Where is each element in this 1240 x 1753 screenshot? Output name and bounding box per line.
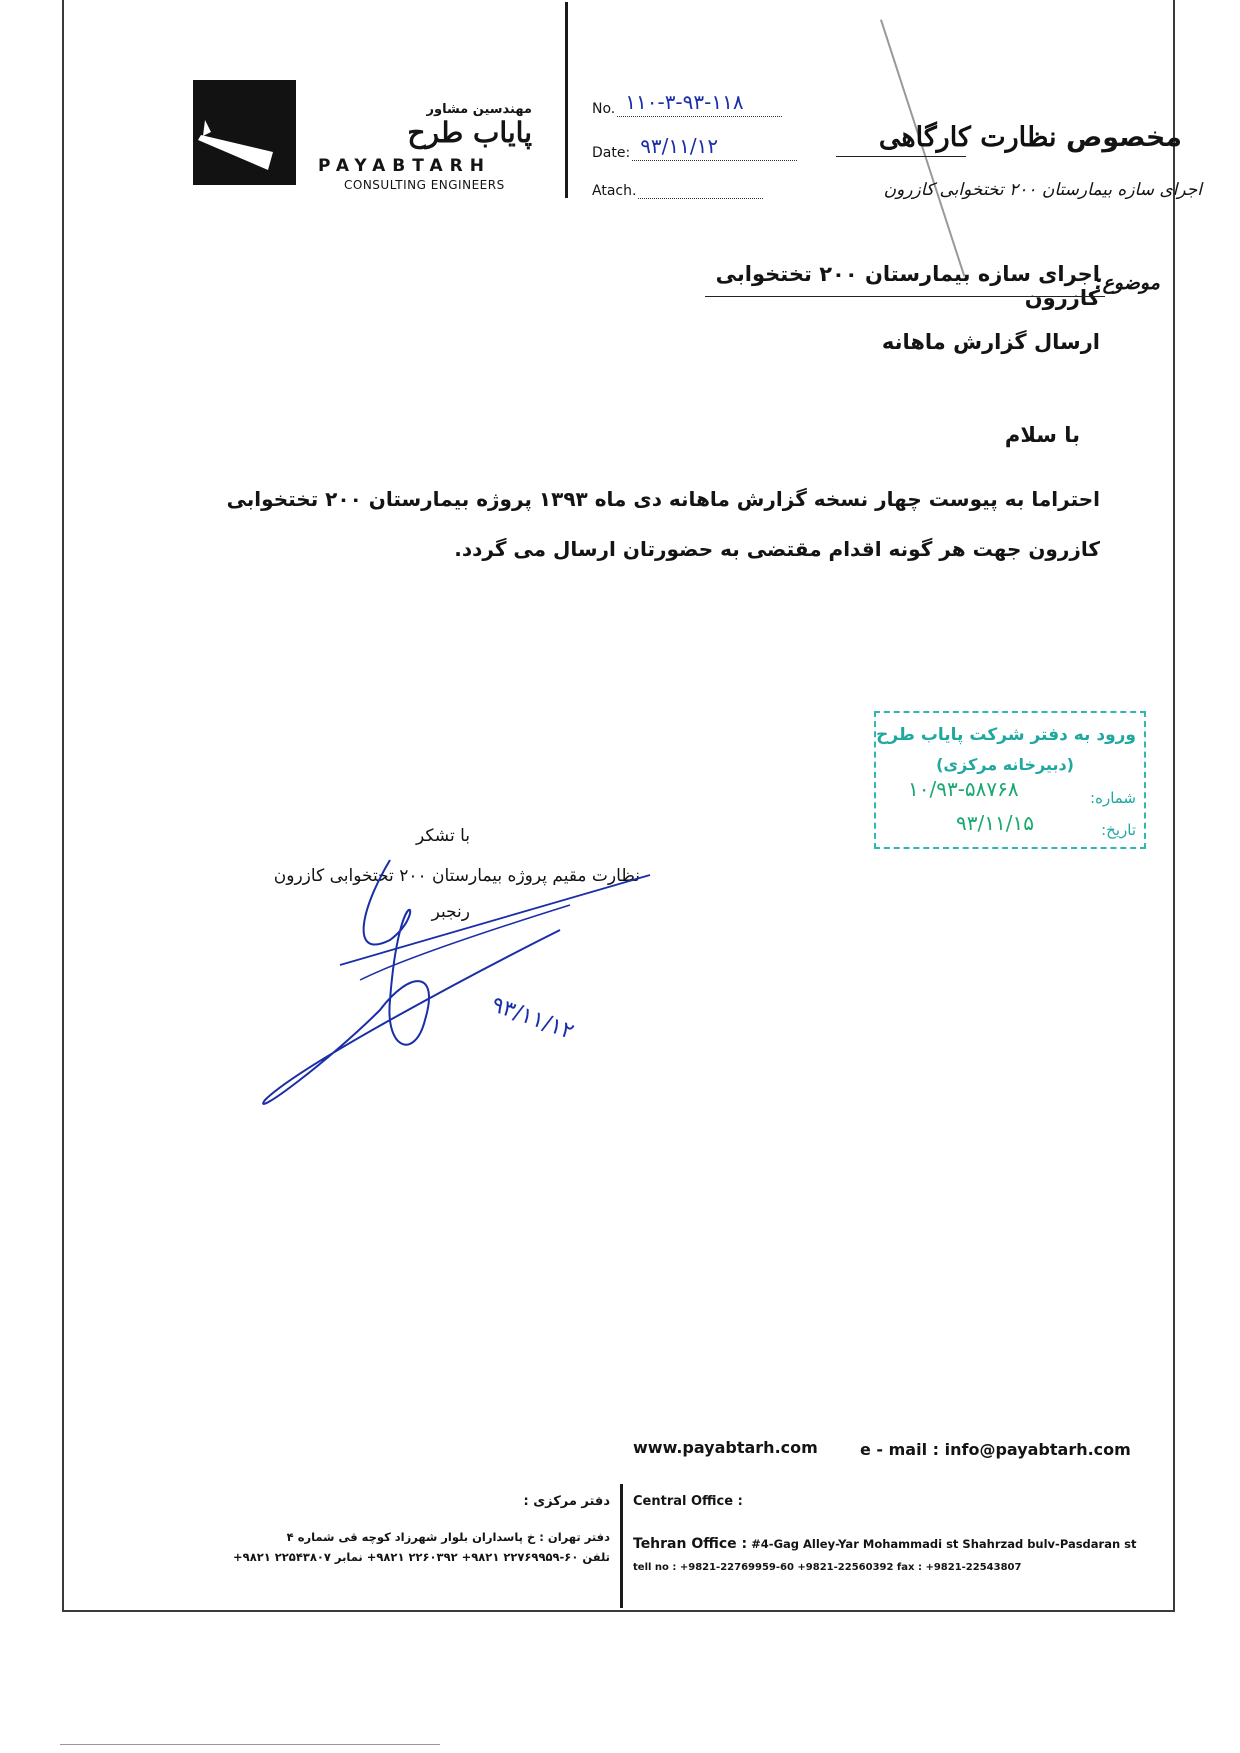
stamp-date-label: تاریخ: (1101, 821, 1136, 839)
meta-date-field (632, 134, 797, 161)
subject-line1: اجرای سازه بیمارستان ۲۰۰ تختخوابی کازرون (715, 262, 1100, 310)
office-address-en-text: #4-Gag Alley-Yar Mohammadi st Shahrzad bulv-Pasdaran st (751, 1537, 1137, 1551)
payabtarh-logo (193, 80, 296, 185)
office-address-en-label: Tehran Office : (633, 1536, 748, 1552)
firm-fa-subtitle: مهندسین مشاور (426, 102, 532, 117)
office-tel-fa: تلفن ۶۰-۲۲۷۶۹۹۵۹ ۹۸۲۱+ ۲۲۶۰۳۹۲ ۹۸۲۱+ نمابر ۲۲۵۴۳۸۰۷ ۹۸۲۱+ (233, 1550, 610, 1564)
footer-email[interactable]: e - mail : info@payabtarh.com (860, 1440, 1131, 1459)
stamp-number-value: ۱۰/۹۳-۵۸۷۶۸ (908, 777, 1019, 801)
meta-number-label: No. (592, 101, 616, 117)
body-paragraph: احتراما به پیوست چهار نسخه گزارش ماهانه دی ماه ۱۳۹۳ پروژه بیمارستان ۲۰۰ تختخوابی کازرون جهت هر گونه اقدام مقتضی به حضورتان ارسال می گردد. (226, 487, 1100, 561)
receipt-stamp (874, 711, 1146, 849)
office-address-fa: دفتر تهران : خ پاسداران بلوار شهرزاد کوچه قی شماره ۴ (286, 1530, 610, 1544)
closing-thanks: با تشکر (416, 826, 470, 846)
subject-underline (705, 296, 1105, 297)
footer-divider (620, 1484, 623, 1608)
meta-attach-row (592, 178, 763, 199)
signer-title: نظارت مقیم پروژه بیمارستان ۲۰۰ تختخوابی کازرون (273, 866, 640, 886)
header-title-handwritten: نظارت کارگاهی (878, 122, 1057, 153)
meta-date-value: ۹۳/۱۱/۱۲ (640, 134, 719, 158)
firm-en-subtitle: CONSULTING ENGINEERS (344, 178, 505, 192)
meta-attach-field (638, 178, 763, 199)
handwritten-signature (240, 850, 660, 1130)
header-title (832, 122, 1182, 153)
meta-number-row (592, 90, 782, 117)
office-address-en (633, 1536, 1137, 1552)
header-title-prefix: مخصوص (1065, 122, 1182, 153)
central-office-en-label: Central Office : (633, 1494, 743, 1509)
subject-label: موضوع: (1095, 272, 1160, 294)
firm-en-name: PAYABTARH (318, 156, 491, 176)
stamp-subtitle: (دبیرخانه مرکزی) (936, 755, 1074, 774)
subject-line2: ارسال گزارش ماهانه (881, 330, 1100, 354)
meta-number-value: ۱۱۰-۳-۹۳-۱۱۸ (625, 90, 744, 114)
meta-date-row (592, 134, 797, 161)
meta-number-field (617, 90, 782, 117)
header-subtitle: اجرای سازه بیمارستان ۲۰۰ تختخوابی کازرون (883, 180, 1202, 200)
office-tel-en: tell no : +9821-22769959-60 +9821-22560392 fax : +9821-22543807 (633, 1562, 1022, 1573)
stamp-date-value: ۹۳/۱۱/۱۵ (956, 811, 1034, 835)
header-underline (836, 156, 966, 157)
header-divider (565, 2, 568, 198)
signature-date: ۹۳/۱۱/۱۲ (487, 992, 578, 1045)
meta-attach-label: Atach. (592, 183, 637, 199)
greeting: با سلام (1004, 423, 1080, 447)
footer-website[interactable]: www.payabtarh.com (633, 1438, 818, 1457)
stamp-number-label: شماره: (1090, 789, 1136, 807)
central-office-fa-label: دفتر مرکزی : (523, 1494, 610, 1509)
meta-date-label: Date: (592, 145, 631, 161)
firm-fa-name: پایاب طرح (407, 116, 532, 149)
bottom-scan-line (60, 1744, 440, 1745)
signer-name: رنجبر (431, 902, 470, 922)
stamp-title: ورود به دفتر شرکت پایاب طرح (876, 725, 1136, 745)
